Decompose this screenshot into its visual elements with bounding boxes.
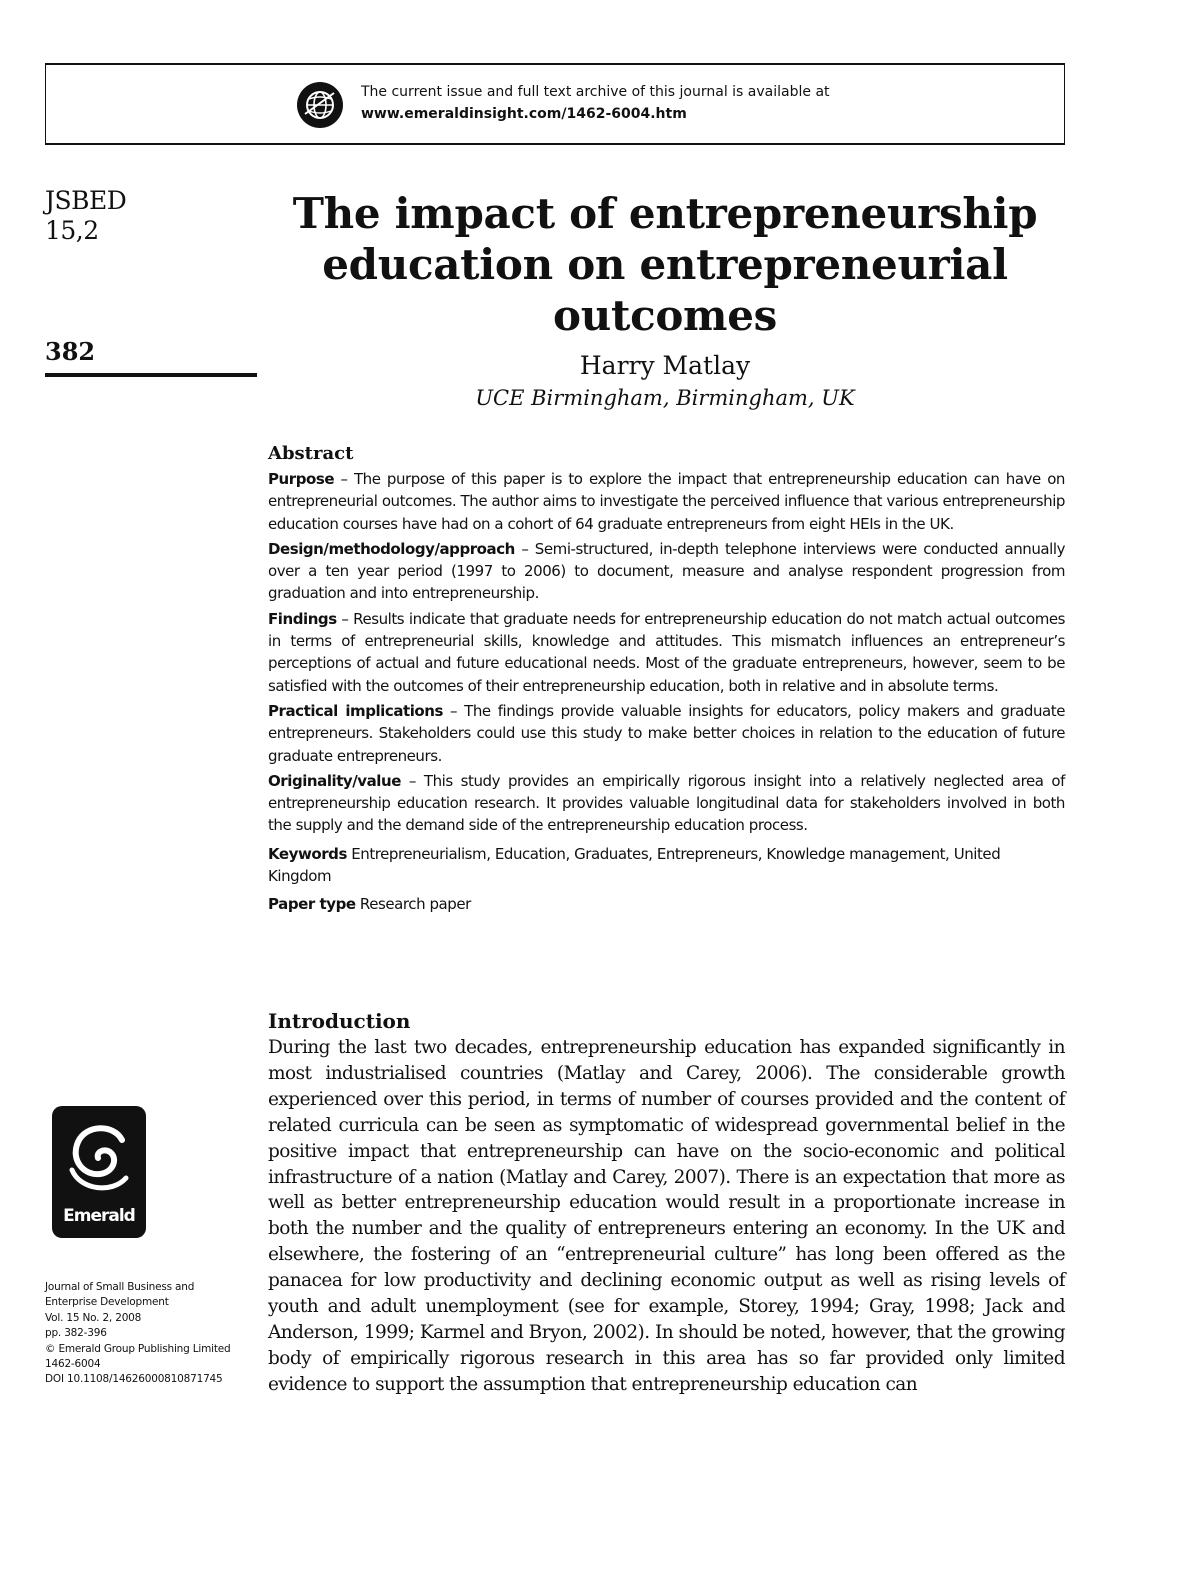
emerald-logo bbox=[52, 1106, 146, 1238]
page-number-rule bbox=[45, 373, 257, 377]
abstract-originality bbox=[268, 770, 1065, 837]
article-title: The impact of entrepreneurship education on entrepreneurial outcomes bbox=[292, 189, 1038, 340]
purpose-label: Purpose bbox=[268, 470, 335, 488]
journal-code-block bbox=[45, 186, 126, 246]
page-number: 382 bbox=[45, 337, 96, 366]
design-text: – Semi-structured, in-depth telephone interviews were conducted annually over a ten year period (1997 to 2006) to document, measure and analyse respondent progression from graduation and into entrepreneurship. bbox=[268, 539, 1065, 603]
abstract-findings bbox=[268, 608, 1065, 697]
globe-icon bbox=[296, 81, 344, 129]
originality-text: – This study provides an empirically rigorous insight into a relatively neglected area of entrepreneurship education research. It provides valuable longitudinal data for stakeholders involved in both the supply and the demand side of the entrepreneurship education process. bbox=[268, 771, 1065, 835]
purpose-text: – The purpose of this paper is to explore the impact that entrepreneurship education can have on entrepreneurial outcomes. The author aims to investigate the perceived influence that various entrepreneurship education courses have had on a cohort of 64 graduate entrepreneurs from eight HEIs in the UK. bbox=[268, 470, 1065, 533]
citation-issn: 1462-6004 bbox=[45, 1358, 101, 1371]
citation-journal-line2: Enterprise Development bbox=[45, 1296, 169, 1309]
originality-label: Originality/value bbox=[268, 771, 401, 790]
emerald-swirl-icon bbox=[62, 1114, 136, 1204]
citation-publisher: © Emerald Group Publishing Limited bbox=[45, 1342, 231, 1355]
findings-text: – Results indicate that graduate needs for entrepreneurship education do not match actual outcomes in terms of entrepreneurial skills, knowledge and attitudes. This mismatch influences an entrepreneur’s perceptions of actual and future educational needs. Most of the graduate entrepreneurs, however, seem to be satisfied with the outcomes of their entrepreneurship education, both in relative and in absolute terms. bbox=[268, 609, 1065, 695]
design-label: Design/methodology/approach bbox=[268, 539, 515, 558]
journal-code: JSBED bbox=[45, 186, 127, 215]
volume-issue: 15,2 bbox=[45, 216, 99, 245]
logo-wordmark: Emerald bbox=[63, 1206, 135, 1226]
keywords-text: Entrepreneurialism, Education, Graduates, Entrepreneurs, Knowledge management, United Kingdom bbox=[268, 844, 1001, 886]
author-affiliation: UCE Birmingham, Birmingham, UK bbox=[475, 386, 855, 410]
introduction-heading: Introduction bbox=[268, 1009, 411, 1033]
abstract-section bbox=[268, 442, 1065, 919]
banner-availability-text: The current issue and full text archive of this journal is available at bbox=[361, 84, 830, 100]
abstract-purpose bbox=[268, 468, 1065, 535]
introduction-section bbox=[268, 1008, 1065, 1398]
keywords-label: Keywords bbox=[268, 844, 347, 863]
journal-citation bbox=[45, 1280, 260, 1388]
citation-journal-line1: Journal of Small Business and bbox=[45, 1281, 195, 1293]
abstract-paper-type bbox=[268, 893, 1065, 915]
practical-text: – The findings provide valuable insights for educators, policy makers and graduate entrepreneurs. Stakeholders could use this study to make better choices in relation to the education of future graduate entrepreneurs. bbox=[268, 701, 1065, 765]
abstract-heading: Abstract bbox=[268, 443, 354, 464]
citation-volume: Vol. 15 No. 2, 2008 bbox=[45, 1311, 142, 1324]
abstract-keywords bbox=[268, 843, 1065, 888]
author-name: Harry Matlay bbox=[579, 351, 751, 380]
paper-type-label: Paper type bbox=[268, 895, 356, 914]
introduction-body: During the last two decades, entrepreneurship education has expanded significantly in most industrialised countries (Matlay and Carey, 2006). The considerable growth experienced over this period, in terms of number of courses provided and the content of related curricula can be seen as symptomatic of widespread governmental belief in the positive impact that entrepreneurship can have on the socio-economic and political infrastructure of a nation (Matlay and Carey, 2007). There is an expectation that more as well as better entrepreneurship education would result in a proportionate increase in both the number and the quality of entrepreneurs entering an economy. In the UK and elsewhere, the fostering of an “entrepreneurial culture” has long been offered as the panacea for low productivity and declining economic output as well as rising levels of youth and adult unemployment (see for example, Storey, 1994; Gray, 1998; Jack and Anderson, 1999; Karmel and Bryon, 2002). In should be noted, however, that the growing body of empirically rigorous research in this area has so far provided only limited evidence to support the assumption that entrepreneurship education can bbox=[268, 1037, 1065, 1395]
findings-label: Findings bbox=[268, 609, 337, 628]
citation-pages: pp. 382-396 bbox=[45, 1327, 107, 1340]
abstract-design bbox=[268, 538, 1065, 605]
paper-type-text: Research paper bbox=[355, 895, 471, 914]
journal-url-link[interactable]: www.emeraldinsight.com/1462-6004.htm bbox=[361, 106, 687, 122]
practical-label: Practical implications bbox=[268, 701, 443, 720]
citation-doi: DOI 10.1108/14626000810871745 bbox=[45, 1373, 223, 1386]
abstract-practical bbox=[268, 700, 1065, 767]
journal-availability-banner bbox=[45, 63, 1065, 145]
